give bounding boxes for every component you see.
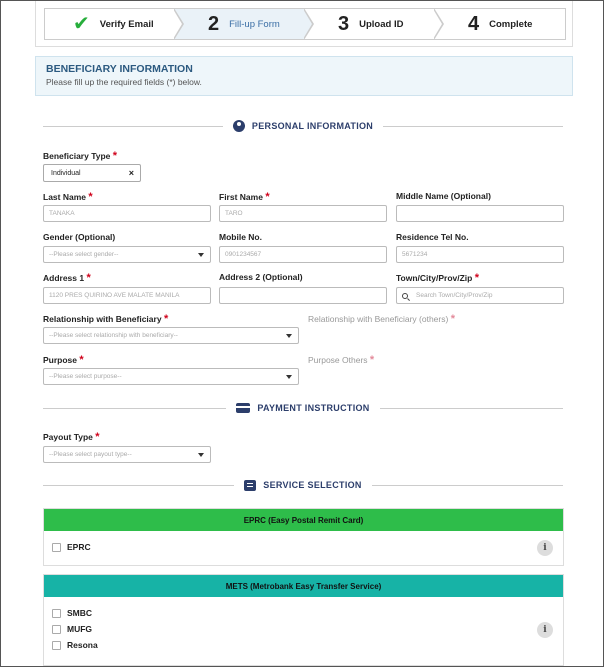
list-icon bbox=[244, 480, 256, 491]
stepper-container bbox=[35, 1, 573, 47]
gender-select[interactable]: --Please select gender-- bbox=[43, 246, 211, 263]
search-icon bbox=[402, 293, 408, 299]
info-icon[interactable]: i bbox=[537, 540, 553, 556]
purpose-others-input bbox=[308, 368, 564, 385]
service-card-title: METS (Metrobank Easy Transfer Service) bbox=[44, 575, 563, 597]
caret-down-icon bbox=[198, 253, 204, 257]
service-card-mets bbox=[43, 574, 564, 666]
first-name-input[interactable]: TARO bbox=[219, 205, 387, 222]
address2-input[interactable] bbox=[219, 287, 387, 304]
checkbox[interactable] bbox=[52, 641, 61, 650]
address2-label: Address 2 (Optional) bbox=[219, 272, 303, 282]
checkbox[interactable] bbox=[52, 543, 61, 552]
payout-type-select[interactable]: --Please select payout type-- bbox=[43, 446, 211, 463]
step-number: 4 bbox=[468, 13, 480, 35]
purpose-label: Purpose * bbox=[43, 354, 84, 366]
checkbox[interactable] bbox=[52, 609, 61, 618]
step-label: Complete bbox=[489, 18, 533, 30]
step-number: 2 bbox=[208, 13, 220, 35]
address1-input[interactable]: 1120 PRES QUIRINO AVE MALATE MANILA bbox=[43, 287, 211, 304]
step-verify-email bbox=[44, 8, 174, 40]
step-upload-id bbox=[304, 8, 434, 40]
last-name-label: Last Name * bbox=[43, 191, 93, 203]
middle-name-label: Middle Name (Optional) bbox=[396, 191, 491, 201]
relationship-others-input bbox=[308, 327, 564, 344]
town-label: Town/City/Prov/Zip * bbox=[396, 272, 479, 284]
section-payment-instruction bbox=[43, 401, 563, 415]
step-fill-up-form bbox=[174, 8, 304, 40]
beneficiary-type-label: Beneficiary Type * bbox=[43, 150, 118, 162]
person-icon bbox=[233, 120, 245, 132]
step-label: Upload ID bbox=[359, 18, 404, 30]
service-option-mufg[interactable]: MUFG bbox=[52, 624, 92, 634]
relationship-others-label: Relationship with Beneficiary (others) * bbox=[308, 313, 455, 325]
section-title: PAYMENT INSTRUCTION bbox=[257, 403, 370, 413]
purpose-select[interactable]: --Please select purpose-- bbox=[43, 368, 299, 385]
payout-type-label: Payout Type * bbox=[43, 431, 100, 443]
check-icon: ✔ bbox=[73, 13, 90, 35]
middle-name-input[interactable] bbox=[396, 205, 564, 222]
section-personal-information bbox=[43, 119, 563, 133]
residence-tel-input[interactable]: 5671234 bbox=[396, 246, 564, 263]
town-search-input[interactable]: Search Town/City/Prov/Zip bbox=[396, 287, 564, 304]
service-option-eprc[interactable]: EPRC bbox=[52, 542, 91, 552]
first-name-label: First Name * bbox=[219, 191, 270, 203]
step-complete bbox=[434, 8, 566, 40]
mobile-input[interactable]: 0901234567 bbox=[219, 246, 387, 263]
address1-label: Address 1 * bbox=[43, 272, 91, 284]
caret-down-icon bbox=[286, 375, 292, 379]
step-label: Fill-up Form bbox=[229, 18, 280, 30]
section-title: SERVICE SELECTION bbox=[263, 480, 362, 490]
caret-down-icon bbox=[198, 453, 204, 457]
mobile-label: Mobile No. bbox=[219, 232, 262, 242]
credit-card-icon bbox=[236, 403, 250, 413]
service-option-smbc[interactable]: SMBC bbox=[52, 608, 92, 618]
page bbox=[1, 1, 604, 668]
relationship-select[interactable]: --Please select relationship with beneficiary-- bbox=[43, 327, 299, 344]
page-title: BENEFICIARY INFORMATION bbox=[46, 63, 193, 75]
page-subtitle: Please fill up the required fields (*) below. bbox=[46, 77, 202, 87]
service-card-eprc bbox=[43, 508, 564, 566]
beneficiary-info-panel bbox=[35, 56, 573, 96]
beneficiary-type-value: Individual bbox=[51, 169, 81, 177]
section-service-selection bbox=[43, 478, 563, 492]
checkbox[interactable] bbox=[52, 625, 61, 634]
info-icon[interactable]: i bbox=[537, 622, 553, 638]
relationship-label: Relationship with Beneficiary * bbox=[43, 313, 169, 325]
section-title: PERSONAL INFORMATION bbox=[251, 121, 374, 131]
purpose-others-label: Purpose Others * bbox=[308, 354, 375, 366]
service-card-title: EPRC (Easy Postal Remit Card) bbox=[44, 509, 563, 531]
beneficiary-type-select[interactable] bbox=[43, 164, 141, 182]
residence-tel-label: Residence Tel No. bbox=[396, 232, 469, 242]
step-label: Verify Email bbox=[99, 18, 154, 30]
last-name-input[interactable]: TANAKA bbox=[43, 205, 211, 222]
clear-icon[interactable]: × bbox=[128, 168, 134, 178]
gender-label: Gender (Optional) bbox=[43, 232, 116, 242]
stepper bbox=[44, 8, 566, 40]
step-number: 3 bbox=[338, 13, 350, 35]
service-option-resona[interactable]: Resona bbox=[52, 640, 98, 650]
caret-down-icon bbox=[286, 334, 292, 338]
